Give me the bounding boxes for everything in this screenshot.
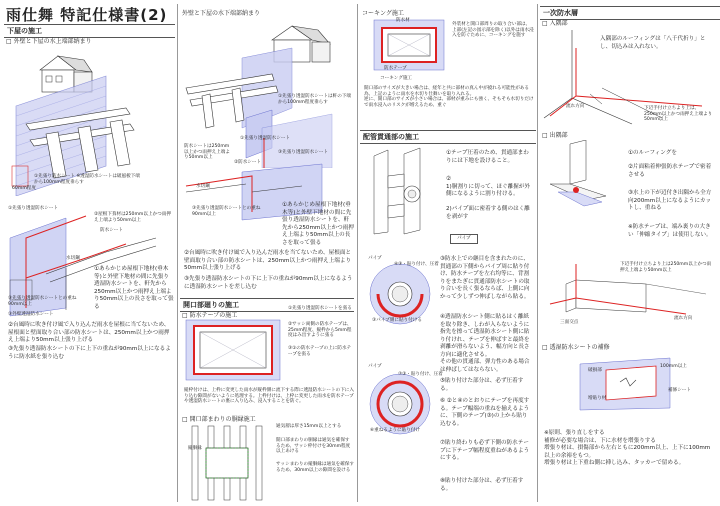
column-divider — [177, 4, 178, 502]
circle-label-a: ④③・貼り付け、圧着 — [394, 262, 439, 267]
label-lower-overlap: ③先張り透湿防水シートとの重ね90mm以上 — [192, 206, 261, 217]
batten-note-1: 通気層は厚さ15mm以上とする — [276, 424, 342, 429]
tape-note: 縦枠付けは、上枠に変更した雨水が縦枠側に流下する際に透湿防水シートの下に入り込む隙間がないように処理する。上枠付けは、上枠に変更した雨水を防水テープや透湿防水シートの裏に入り込み、浸入することを防ぐ。 — [184, 388, 354, 405]
label-pipe-1: パイプ — [368, 256, 382, 261]
label-lower-waterproof: ②防水シート — [234, 160, 262, 165]
lower-note-1: ①あらかじめ屋根下地材(垂木等)と外壁下地材の間に先張り透湿防水シートを、軒先から250mm以上かつ雨押え上端より50mm以上の長さを取って張る — [282, 202, 354, 246]
label-lower-first-sheet: ①先張り透湿防水シートは軒の下端から100mm程度垂らす — [278, 94, 352, 105]
section-heading-lower-roof: 下屋の施工 — [4, 24, 175, 38]
repair-diagram — [560, 354, 700, 412]
note-1: ①あらかじめ屋根下地材(垂木等)と外壁下地材の間に先張り透湿防水シートを、軒先から250mm以上かつ雨押え上端より50mm以上の長さを取って張る — [94, 266, 174, 310]
batten-diagram — [188, 424, 272, 502]
label-lower-first: ①先張り透湿防水シート — [240, 136, 291, 141]
outer-corner-diagram — [546, 140, 626, 220]
column-divider — [537, 4, 538, 502]
tape-diagram — [184, 318, 284, 384]
label-wall-sheet: ③外壁透湿防水シート — [8, 312, 54, 317]
subheading-lower-end: 外壁と下屋の水下端部納まり — [182, 10, 261, 17]
repair-note: ※原則、張り直しをする 補修が必要な場合は、下に水材を増張りする 増張り材は、損傷部から左右ともに200mm以上、上下に100mm以上の余裕をもつ。 増張り材は上下重ね側に挿し込み、タッカーで留める。 — [544, 430, 711, 467]
label-lower-sheet: ③先張り透湿防水シート — [278, 150, 329, 155]
subheading-upper-end: □ 外壁と下屋の水上端部納まり — [6, 38, 92, 45]
caulking-text: 外装材と開口部周りの取り合い部は、上部(左記の図示部を除く)以外は雨水浸入を防ぐために、コーキングを施す — [452, 22, 534, 39]
inner-flow-label: 流れ方向 — [566, 104, 585, 109]
pipe-step-2b: 2)パイプ面に密着する側のはく離を剥がす — [446, 206, 530, 220]
outer-flow-label: 流れ方向 — [674, 316, 693, 321]
pipe-step-1: ①テープ圧着のため、貫通部まわりには下地を設けること。 — [446, 150, 529, 164]
label-waterproof-material: 防水材 — [396, 18, 410, 23]
repair-100mm: 100mm以上 — [660, 364, 687, 369]
label-vertical-batten: 縦胴縁 — [188, 446, 202, 451]
pipe-step-6: ⑥ ②と④のとおりにテープを再度する。テープ幅端の重ねを揃えるように、下側のテープ(③)の上から貼り込むる。 — [440, 398, 530, 427]
tape-step-3: ③①の防水テープの上に防水テープを張る — [288, 346, 352, 357]
subheading-outer-corner: □ 出隅部 — [542, 132, 568, 139]
outer-step-3: ③水上の下が辺付き出隅から全方向200mm以上になるようにカットし、重ねる — [628, 190, 712, 212]
inner-corner-text: 入隅部のルーフィングは「八千代折り」とし、切込みは入れない。 — [600, 36, 706, 50]
pipe-step-3: ③防水上での継目を含まれたのに、貫通部の下側からパイプ周に貼り付け、防水テープを左右均等に、背割りをまたぎに貫通部防水シートの取り合いを長く張るならば、上側に向かって少しずつ伸ばしながら貼る。 — [440, 256, 530, 300]
tape-step-2: ②サッシ両側の防水テープは、25mm程度、縦枠から5mm程度はみ出すように張る — [288, 322, 352, 339]
repair-sheet: 補修シート — [668, 388, 691, 393]
pipe-circle-1 — [368, 262, 432, 326]
circle-label-d: ⑥重ねるように貼り付け — [370, 428, 421, 433]
caulking-note: 開口部のサイズが大きい場合は、経年と共に部材の真ん中が撓れる可能性がある為、上記のように雨水を水切り仕舞いを取り入れる。 逆に、開口部のサイズが小さい場合は、部材が重みにも強く、そもそも水切りだけで雨水浸入のリスクが増えるため、重ぐ — [364, 86, 534, 109]
pipe-step-8: ⑧貼り付けた部分は、必ず圧着する。 — [440, 478, 524, 492]
lower-note-2: ②台風時に吹き付け風で入り込んだ雨水を当てないため、屋根面と壁面取り合い部の防水シートは、250mm以上かつ雨押え上端より50mm以上張り上げる — [184, 250, 352, 272]
label-first-sheet: ①先張り防水シート ※透湿防水シートは破風板下端から100mm程度垂らす — [34, 174, 140, 185]
pipe-step-4: ④透湿防水シート側に貼るはく離紙を取り除き、しわが入らないように指先を擦って透湿防水シート側に貼り付けれ、テープを伸ばすと最終を剥離が滑らないよう、幅方向と長さ方向に適化させる。 その他の貫通部、弾力性のある場合は伸ばしてはならない。 — [440, 314, 530, 373]
pipe-step-5: ⑤貼り付けた部分は、必ず圧着する。 — [440, 378, 524, 392]
batten-note-2: 開口部まわりの胴縁は通気を確保するため、サッシ枠付けを30mm程度以上あける — [276, 438, 351, 455]
lower-note-3: ③先張り透湿防水シートの下に上下の重ねが90mm以上になるように透湿防水シートを差し込む — [184, 276, 353, 290]
outer-step-1: ①のルーフィングを — [628, 150, 677, 156]
inner-dim-label: 下辺手付け立ちより上は、250mm以上かつ雨押え上端より50mm以上 — [644, 106, 713, 123]
outer-corner-point: 三面交点 — [560, 320, 579, 325]
outer-step-2: ②片面粘着伸張防水テープで密着させる — [628, 164, 712, 178]
circle-label-c: ⑦③・貼り付け、圧着 — [398, 372, 443, 377]
pipe-step-7: ⑦貼り終わりも必ず下側の防水テープに下テープ幅程度重ねがあるようにする。 — [440, 440, 530, 462]
label-waterproof-sheet: 防水シート — [100, 228, 123, 233]
label-lower-flashing: 水切鋼 — [196, 184, 210, 189]
subheading-batten: □ 開口部まわりの胴縁施工 — [182, 416, 256, 423]
section-heading-opening: 開口部廻りの施工 — [180, 298, 354, 312]
repair-patch: 増貼り材 — [588, 396, 607, 401]
note-3: ③先張り透湿防水シートの下に上下の重ねが90mm以上になるように防水紙を張り込む — [8, 346, 171, 360]
batten-note-3: サッシまわりの縦胴縁は通気を確保するため、30mm以上の隙間を設ける — [276, 462, 355, 473]
section-heading-primary: 一次防水層 — [540, 6, 720, 20]
label-pipe-box: パイプ — [450, 234, 478, 244]
pipe-step-2: ② 1)胴割りに切って、ほぐ離握が外側になるように割り付ける。 — [446, 176, 530, 198]
tape-step-1: ①先張り透湿防水シートを張る — [288, 306, 352, 311]
pipe-circle-2 — [368, 372, 432, 436]
label-lower-sheet-height: 防水シートは250mm以上かつ雨押え上端より50mm以上 — [184, 144, 230, 161]
pipe-frame-diagram — [364, 146, 444, 236]
section-heading-pipe: 配管貫通部の施工 — [360, 130, 536, 144]
label-first-permeable: ①先張り透湿防水シート — [8, 206, 59, 211]
label-60mm: 60mm程度 — [12, 186, 36, 191]
label-underlay: ②屋根下葺材は250mm以上かつ雨押え上端より50mm以上 — [94, 212, 171, 223]
subheading-caulking: コーキング施工 — [362, 10, 404, 17]
circle-label-b: ③パイプ側に貼り付ける — [372, 318, 422, 323]
subheading-inner-corner: □ 入隅部 — [542, 20, 568, 27]
subheading-repair: □ 透湿防水シートの補修 — [542, 344, 610, 351]
label-tape: 防水テープ — [384, 66, 407, 71]
label-pipe-2: パイプ — [368, 364, 382, 369]
note-2: ②台風時に吹き付け風で入り込んだ雨水を屋根に当てないため、屋根面と壁面取り合い部の防水シートは、250mm以上かつ雨押え上端より50mm以上張り上げる — [8, 322, 170, 344]
label-flashing: 水切鋼 — [66, 256, 80, 261]
outer-step-note: ※防水テープは、端み裏りの大きい「伸縮タイプ」は使用しない。 — [628, 224, 712, 238]
label-caulking: コーキング施工 — [380, 76, 413, 81]
repair-damage: 破損部 — [588, 368, 602, 373]
column-divider — [357, 4, 358, 502]
page-title: 雨仕舞 特記仕様書(2) — [6, 6, 168, 24]
label-overlap: ③先張り透湿防水シートとの重ね90mm以上 — [8, 296, 77, 307]
subheading-tape: □ 防水テープの施工 — [182, 312, 238, 319]
outer-dim-label: 下辺手付け立ちより上は250mm以上かつ雨押え上端より50mm以上 — [620, 262, 712, 273]
